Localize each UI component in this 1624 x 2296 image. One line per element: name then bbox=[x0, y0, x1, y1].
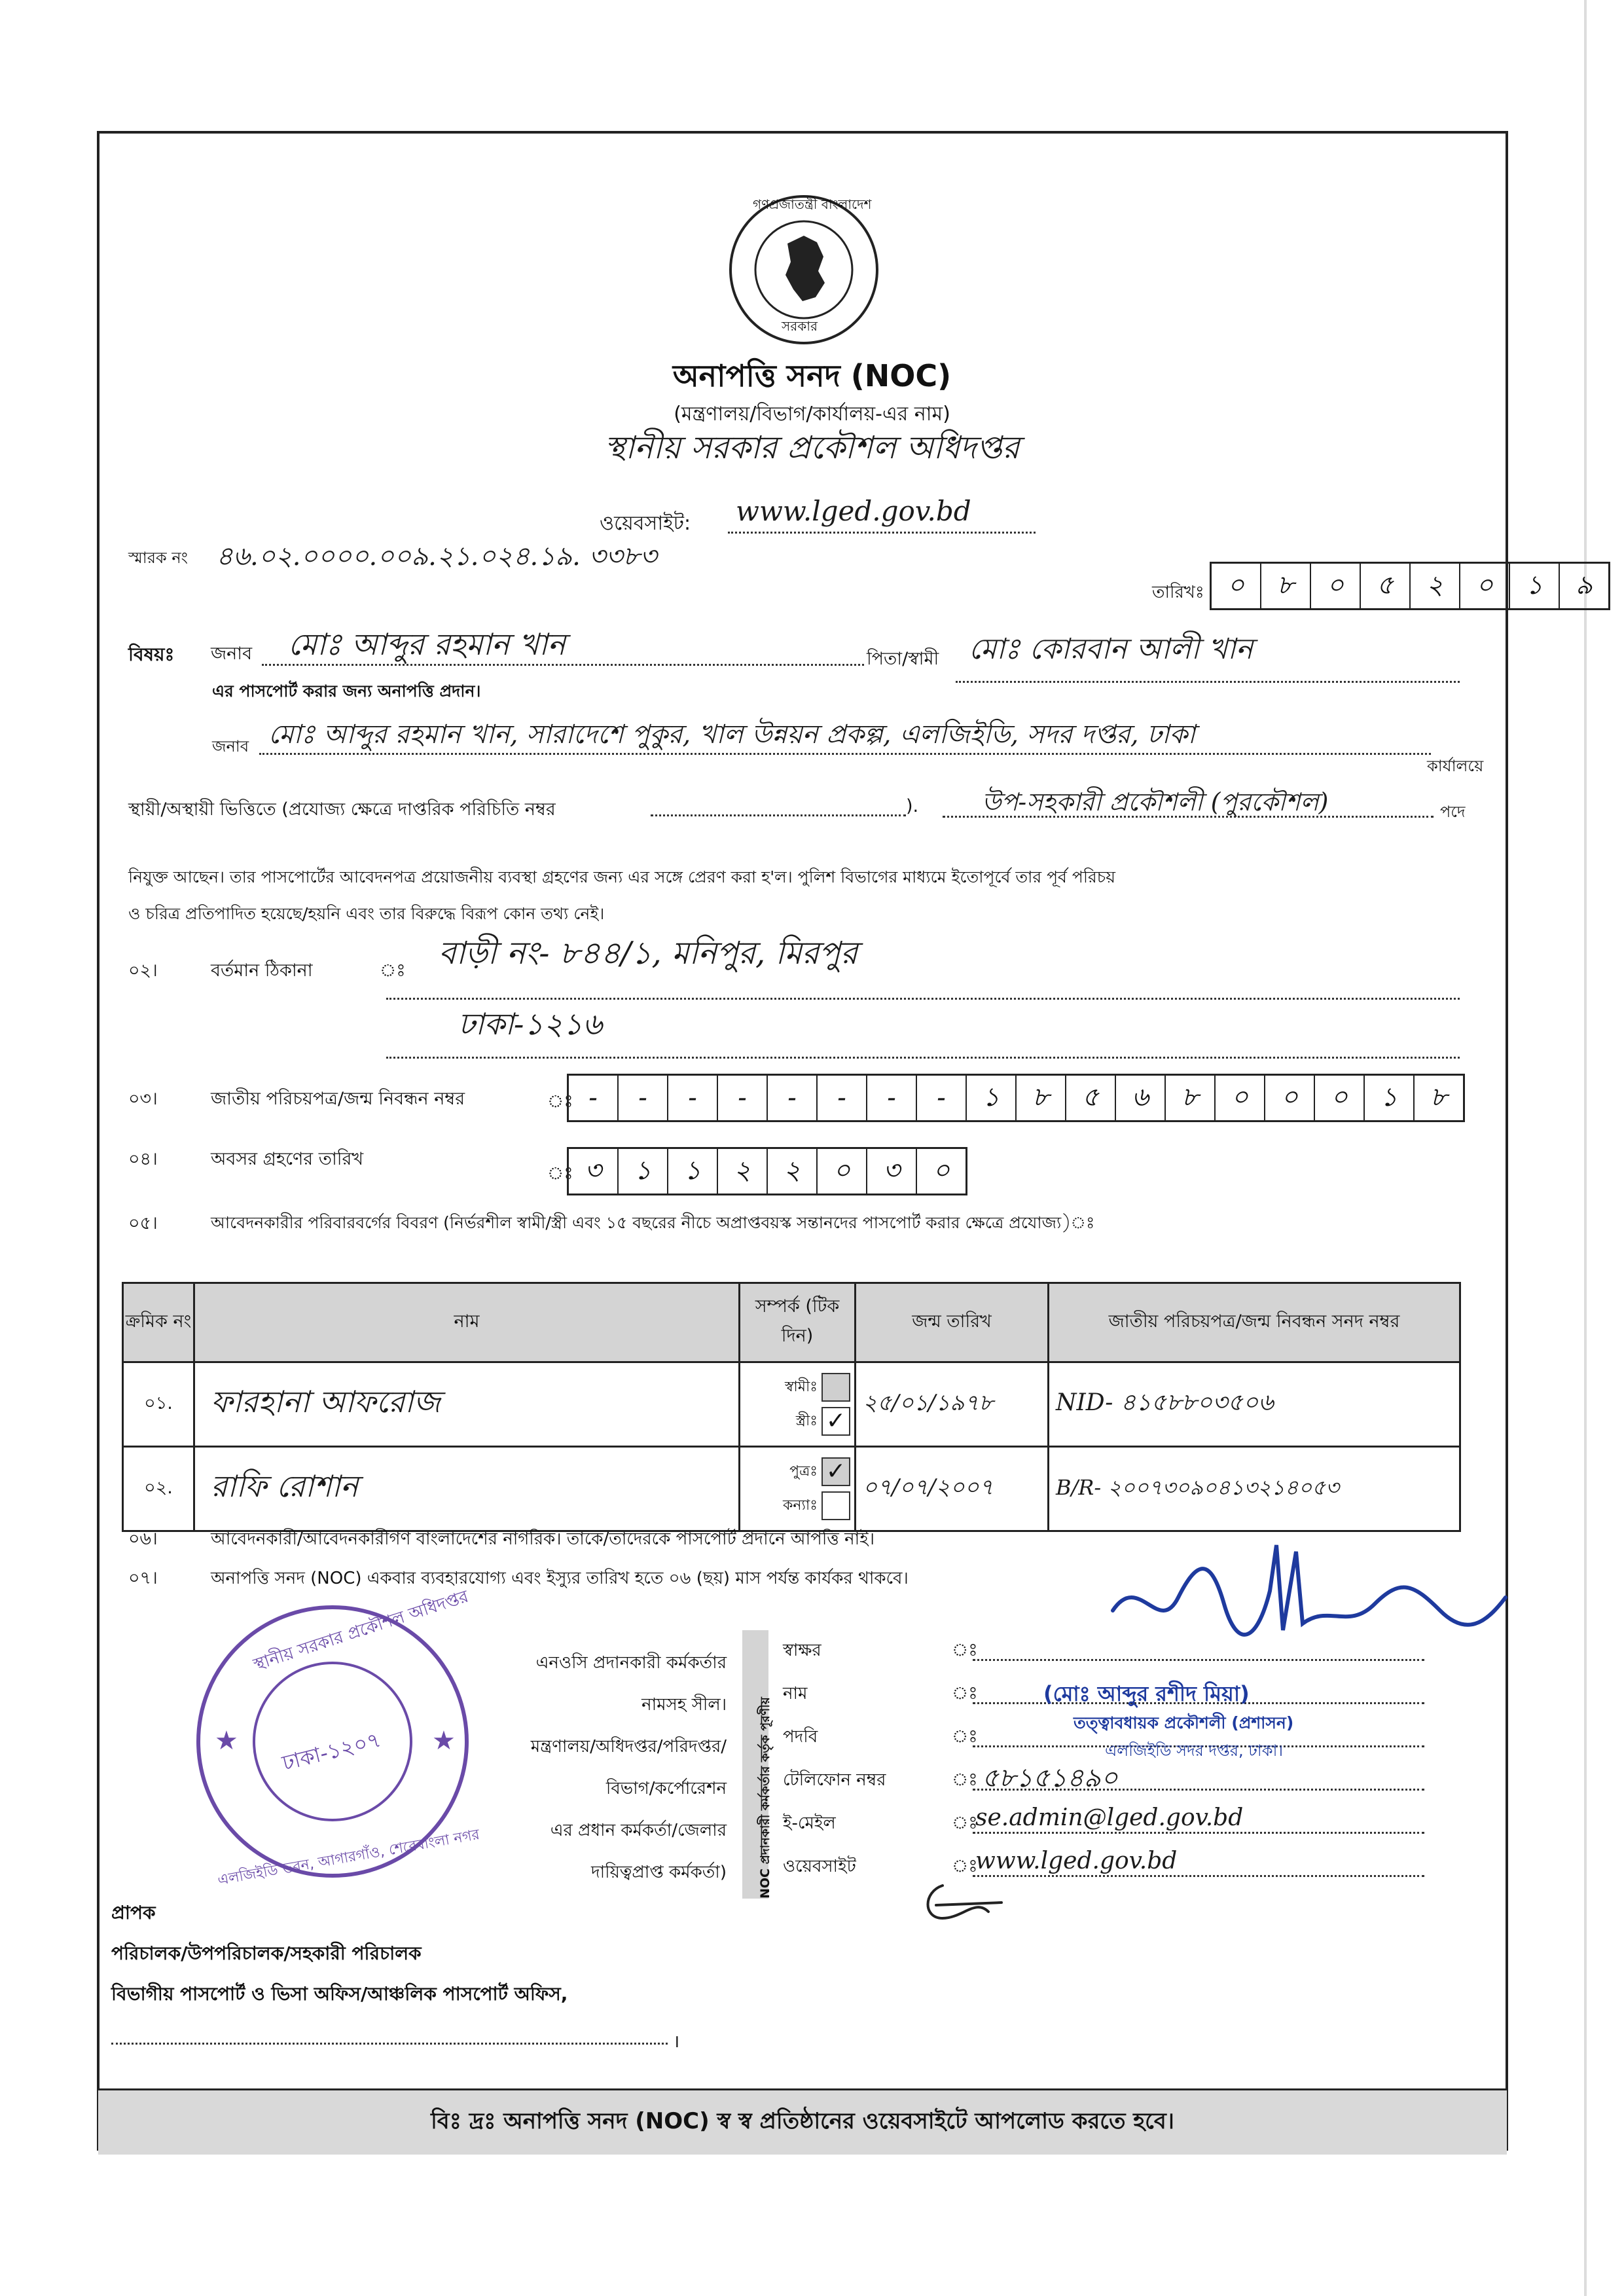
body-karyalaye: কার্যালয়ে bbox=[1427, 757, 1484, 775]
col-relation: সম্পর্ক (টিক দিন) bbox=[740, 1283, 856, 1362]
nid-digit-cell: - bbox=[668, 1076, 718, 1120]
website-value: www.lged.gov.bd bbox=[736, 495, 971, 527]
retire-digit-cell: ১ bbox=[668, 1149, 718, 1194]
email-dots bbox=[973, 1832, 1424, 1834]
relation-son-label: পুত্রঃ bbox=[789, 1463, 818, 1480]
note06-no: ০৬। bbox=[128, 1529, 158, 1549]
date-box bbox=[1210, 562, 1610, 610]
seal-outer-text: স্থানীয় সরকার প্রকৌশল অধিদপ্তর bbox=[251, 1586, 471, 1675]
svg-text:★: ★ bbox=[215, 1726, 238, 1756]
item04-label: অবসর গ্রহণের তারিখ bbox=[211, 1149, 364, 1169]
relation-daughter-checkbox[interactable] bbox=[821, 1491, 850, 1520]
item05-label: আবেদনকারীর পরিবারবর্গের বিবরণ (নির্ভরশীল স্বামী/স্ত্রী এবং ১৫ বছরের নীচে অপ্রাপ্তবয়স্ক সন্তানদের পাসপোর্ট করার ক্ষেত্রে প্রযোজ্য)ঃ bbox=[211, 1213, 1095, 1232]
field-label-signature: স্বাক্ষর bbox=[783, 1641, 821, 1660]
body-janab: জনাব bbox=[212, 737, 249, 756]
address-line1: বাড়ী নং- ৮৪৪/১, মনিপুর, মিরপুর bbox=[439, 935, 858, 972]
table-row bbox=[123, 1362, 1460, 1447]
address-line2: ঢাকা-১২১৬ bbox=[458, 1006, 602, 1042]
footer-note-bar bbox=[98, 2088, 1507, 2155]
issuer-line-4: বিভাগ/কর্পোরেশন bbox=[605, 1779, 727, 1798]
nid-digit-cell: ০ bbox=[1265, 1076, 1315, 1120]
nid-digit-cell: - bbox=[818, 1076, 867, 1120]
nid-digit-cell: - bbox=[569, 1076, 619, 1120]
page-title: অনাপত্তি সনদ (NOC) bbox=[672, 358, 952, 393]
nid-digit-cell: - bbox=[917, 1076, 967, 1120]
retire-digit-cell: ৩ bbox=[569, 1149, 619, 1194]
field-colon: ঃ bbox=[952, 1726, 978, 1747]
col-dob: জন্ম তারিখ bbox=[856, 1283, 1049, 1362]
retire-digit-cell: ৩ bbox=[867, 1149, 917, 1194]
issuer-line-3: মন্ত্রণালয়/অধিদপ্তর/পরিদপ্তর/ bbox=[530, 1737, 727, 1757]
date-digit-cell: ০ bbox=[1460, 564, 1510, 608]
office-stamp: এলজিইডি সদর দপ্তর, ঢাকা। bbox=[1105, 1741, 1284, 1760]
relation-husband-checkbox[interactable] bbox=[821, 1373, 850, 1402]
body-line1-dots bbox=[259, 753, 1431, 755]
date-digit-cell: ৫ bbox=[1361, 564, 1411, 608]
relation-husband-label: স্বামীঃ bbox=[784, 1379, 818, 1395]
field-colon: ঃ bbox=[952, 1856, 978, 1876]
date-digit-cell: ১ bbox=[1510, 564, 1560, 608]
page-edge-shadow bbox=[1584, 0, 1587, 2296]
nid-digit-cell: - bbox=[619, 1076, 668, 1120]
col-name: নাম bbox=[194, 1283, 740, 1362]
retire-digit-cell: ১ bbox=[619, 1149, 668, 1194]
row-relation bbox=[740, 1362, 856, 1447]
field-phone bbox=[783, 1766, 1464, 1810]
item03-colon: ঃ bbox=[547, 1091, 573, 1112]
emblem-bottom-text: সরকার bbox=[782, 318, 818, 334]
field-label-email: ই-মেইল bbox=[783, 1813, 836, 1833]
seal-inner-text: ঢাকা-১২০৭ bbox=[280, 1727, 384, 1776]
applicant-name: মোঃ আব্দুর রহমান খান bbox=[288, 627, 566, 662]
recipient-line2: বিভাগীয় পাসপোর্ট ও ভিসা অফিস/আঞ্চলিক পাসপোর্ট অফিস, bbox=[111, 1983, 568, 2005]
relation-daughter-label: কন্যাঃ bbox=[782, 1497, 818, 1514]
nid-digit-cell: - bbox=[718, 1076, 768, 1120]
date-digit-cell: ২ bbox=[1411, 564, 1460, 608]
issuer-line-1: এনওসি প্রদানকারী কর্মকর্তার bbox=[535, 1653, 727, 1673]
family-table bbox=[122, 1282, 1461, 1532]
row-name: রাফি রোশান bbox=[194, 1447, 740, 1531]
seal-bottom-text: এলজিইডি ভবন, আগারগাঁও, শেরেবাংলা নগর bbox=[216, 1826, 481, 1889]
designation-dots bbox=[943, 816, 1434, 818]
initials-scribble bbox=[916, 1872, 1008, 1931]
nid-digit-cell: ০ bbox=[1216, 1076, 1265, 1120]
designation-stamp: তত্ত্বাবধায়ক প্রকৌশলী (প্রশাসন) bbox=[1074, 1713, 1294, 1732]
note06-text: আবেদনকারী/আবেদনকারীগণ বাংলাদেশের নাগরিক। তাকে/তাদেরকে পাসপোর্ট প্রদানে আপত্তি নাই। bbox=[211, 1529, 875, 1549]
official-signature bbox=[1100, 1532, 1519, 1663]
row-id-number: NID- ৪১৫৮৮০৩৫০৬ bbox=[1049, 1362, 1460, 1447]
issuer-line-6: দায়িত্বপ্রাপ্ত কর্মকর্তা) bbox=[590, 1863, 727, 1882]
col-id-number: জাতীয় পরিচয়পত্র/জন্ম নিবন্ধন সনদ নম্বর bbox=[1049, 1283, 1460, 1362]
note07-no: ০৭। bbox=[128, 1568, 158, 1588]
item04-colon: ঃ bbox=[547, 1163, 573, 1184]
row-serial: ০১. bbox=[123, 1362, 194, 1447]
website-label: ওয়েবসাইট: bbox=[600, 512, 691, 535]
retire-digit-cell: ২ bbox=[718, 1149, 768, 1194]
item02-colon: ঃ bbox=[380, 960, 406, 981]
date-digit-cell: ০ bbox=[1311, 564, 1361, 608]
row-id-number: B/R- ২০০৭৩০৯০৪১৩২১৪০৫৩ bbox=[1049, 1447, 1460, 1531]
phone-value: ৫৮১৫১৪৯০ bbox=[982, 1763, 1118, 1793]
body-line3: নিযুক্ত আছেন। তার পাসপোর্টের আবেদনপত্র প্রয়োজনীয় ব্যবস্থা গ্রহণের জন্য এর সঙ্গে প্রেরণ করা হ'ল। পুলিশ বিভাগের মাধ্যমে ইতোপূর্বে তার পূর্ব পরিচয় bbox=[128, 867, 1116, 886]
applicant-name-dots bbox=[262, 664, 864, 666]
row-relation bbox=[740, 1447, 856, 1531]
retire-digit-cell: ০ bbox=[818, 1149, 867, 1194]
body-line2-close: ). bbox=[906, 796, 919, 816]
page-subtitle: (মন্ত্রণালয়/বিভাগ/কার্যালয়-এর নাম) bbox=[674, 403, 950, 426]
nid-digit-cell: ৮ bbox=[1430, 1082, 1447, 1112]
emblem-ring-text: গণপ্রজাতন্ত্রী বাংলাদেশ bbox=[753, 196, 872, 212]
issuer-left-block bbox=[432, 1642, 727, 1893]
recipient-dots bbox=[111, 2043, 668, 2045]
field-colon: ঃ bbox=[952, 1813, 978, 1833]
website-dots bbox=[728, 532, 1036, 534]
memo-label: স্মারক নং bbox=[128, 549, 188, 567]
nid-digit-cell: ৫ bbox=[1066, 1076, 1116, 1120]
item04-no: ০৪। bbox=[128, 1149, 158, 1169]
date-digit-cell: ৮ bbox=[1261, 564, 1311, 608]
row-serial: ০২. bbox=[123, 1447, 194, 1531]
body-handwritten-line: মোঃ আব্দুর রহমান খান, সারাদেশে পুকুর, খাল উন্নয়ন প্রকল্প, এলজিইডি, সদর দপ্তর, ঢাকা bbox=[268, 720, 1196, 750]
subject-label: বিষয়ঃ bbox=[128, 644, 175, 665]
col-serial: ক্রমিক নং bbox=[123, 1283, 194, 1362]
item05-no: ০৫। bbox=[128, 1213, 158, 1233]
email-value: se.admin@lged.gov.bd bbox=[975, 1804, 1244, 1831]
body-line2: স্থায়ী/অস্থায়ী ভিত্তিতে (প্রযোজ্য ক্ষেত্রে দাপ্তরিক পরিচিতি নম্বর bbox=[128, 799, 556, 820]
recipient-line1: পরিচালক/উপপরিচালক/সহকারী পরিচালক bbox=[111, 1942, 422, 1964]
website-field-dots bbox=[973, 1875, 1424, 1877]
office-name: স্থানীয় সরকার প্রকৌশল অধিদপ্তর bbox=[604, 429, 1020, 466]
issuer-vertical-label: NOC প্রদানকারী কর্মকর্তার কর্তৃক পূরণীয় bbox=[758, 1697, 772, 1899]
subject-janab: জনাব bbox=[211, 644, 253, 664]
nid-digit-cell: ৬ bbox=[1116, 1076, 1166, 1120]
nid-digit-cell: - bbox=[768, 1076, 818, 1120]
relation-wife-label: স্ত্রীঃ bbox=[795, 1413, 818, 1429]
body-pode: পদে bbox=[1440, 803, 1466, 821]
item02-label: বর্তমান ঠিকানা bbox=[211, 960, 313, 981]
date-label: তারিখঃ bbox=[1152, 583, 1204, 602]
website-field-value: www.lged.gov.bd bbox=[975, 1848, 1178, 1874]
body-line2-dots bbox=[651, 814, 906, 816]
nid-digit-cell: ৮ bbox=[1017, 1076, 1066, 1120]
father-name: মোঃ কোরবান আলী খান bbox=[969, 632, 1254, 666]
father-name-dots bbox=[956, 681, 1460, 683]
address-line2-dots bbox=[386, 1057, 1460, 1059]
issuer-line-2: নামসহ সীল। bbox=[641, 1695, 727, 1715]
nid-digit-cell: ১ bbox=[1365, 1076, 1415, 1120]
footer-note: বিঃ দ্রঃ অনাপত্তি সনদ (NOC) স্ব স্ব প্রতিষ্ঠানের ওয়েবসাইটে আপলোড করতে হবে। bbox=[431, 2107, 1174, 2134]
retire-digit-cell: ০ bbox=[932, 1155, 950, 1186]
retire-date-box bbox=[567, 1147, 967, 1195]
subject-line2: এর পাসপোর্ট করার জন্য অনাপত্তি প্রদান। bbox=[212, 682, 481, 701]
row-name: ফারহানা আফরোজ bbox=[194, 1362, 740, 1447]
field-label-designation: পদবি bbox=[783, 1727, 818, 1747]
table-row bbox=[123, 1447, 1460, 1531]
issuer-line-5: এর প্রধান কর্মকর্তা/জেলার bbox=[550, 1821, 727, 1840]
item03-label: জাতীয় পরিচয়পত্র/জন্ম নিবন্ধন নম্বর bbox=[211, 1089, 465, 1109]
address-line1-dots bbox=[386, 998, 1460, 1000]
date-digit-cell: ৯ bbox=[1576, 570, 1593, 600]
memo-number: ৪৬.০২.০০০০.০০৯.২১.০২৪.১৯. ৩৩৮৩ bbox=[216, 541, 657, 572]
nid-digit-cell: ০ bbox=[1315, 1076, 1365, 1120]
row-dob: ০৭/০৭/২০০৭ bbox=[856, 1447, 1049, 1531]
father-label: পিতা/স্বামী bbox=[867, 649, 939, 669]
field-label-website: ওয়েবসাইট bbox=[783, 1857, 856, 1876]
relation-son-checkbox[interactable]: ✓ bbox=[821, 1457, 850, 1486]
recipient-line3-end: । bbox=[673, 2032, 680, 2052]
name-stamp: (মোঃ আব্দুর রশীদ মিয়া) bbox=[1043, 1681, 1250, 1706]
recipient-label: প্রাপক bbox=[111, 1902, 156, 1923]
designation: উপ-সহকারী প্রকৌশলী (পুরকৌশল) bbox=[982, 788, 1329, 816]
nid-digit-cell: ৮ bbox=[1166, 1076, 1216, 1120]
date-digit-cell: ০ bbox=[1212, 564, 1261, 608]
row-dob: ২৫/০১/১৯৭৮ bbox=[856, 1362, 1049, 1447]
item02-no: ০২। bbox=[128, 960, 158, 981]
nid-box bbox=[567, 1074, 1465, 1122]
field-colon: ঃ bbox=[952, 1640, 978, 1660]
relation-wife-checkbox[interactable]: ✓ bbox=[821, 1407, 850, 1436]
field-colon: ঃ bbox=[952, 1770, 978, 1790]
item03-no: ০৩। bbox=[128, 1089, 158, 1109]
body-line4: ও চরিত্র প্রতিপাদিত হয়েছে/হয়নি এবং তার বিরুদ্ধে বিরূপ কোন তথ্য নেই। bbox=[128, 904, 605, 923]
field-label-phone: টেলিফোন নম্বর bbox=[783, 1770, 886, 1790]
field-label-name: নাম bbox=[783, 1684, 808, 1704]
note07-text: অনাপত্তি সনদ (NOC) একবার ব্যবহারযোগ্য এবং ইস্যুর তারিখ হতে ০৬ (ছয়) মাস পর্যন্ত কার্যকর থাকবে। bbox=[211, 1569, 909, 1588]
retire-digit-cell: ২ bbox=[768, 1149, 818, 1194]
family-table-header bbox=[123, 1283, 1460, 1362]
nid-digit-cell: ১ bbox=[967, 1076, 1017, 1120]
svg-text:★: ★ bbox=[432, 1726, 456, 1756]
nid-digit-cell: - bbox=[867, 1076, 917, 1120]
field-colon: ঃ bbox=[952, 1683, 978, 1704]
